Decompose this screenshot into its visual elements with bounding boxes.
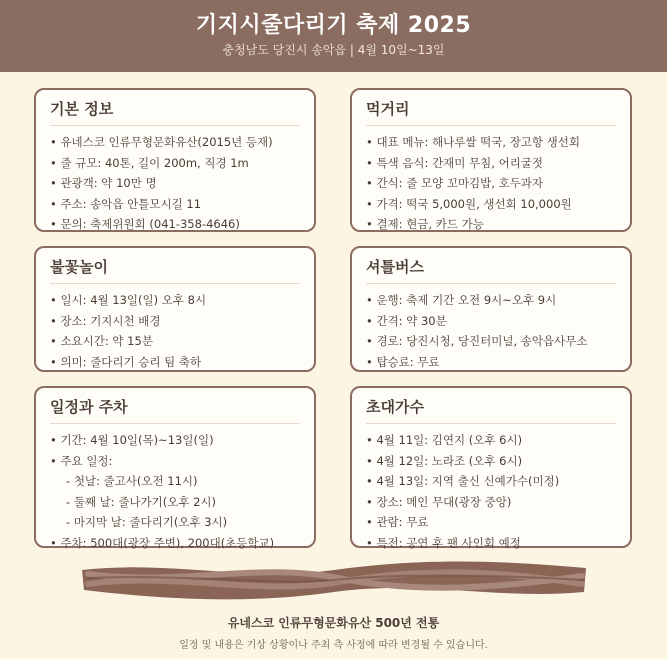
list-item: • 의미: 줄다리기 승리 팀 축하 [50,352,300,373]
fireworks-list [50,290,300,372]
list-item: • 기간: 4월 10일(목)~13일(일) [50,430,300,451]
schedule-list [50,430,300,553]
schedule-parking-card [34,386,316,548]
list-item: • 간격: 약 30분 [366,311,616,332]
list-item: • 4월 11일: 김연지 (오후 6시) [366,430,616,451]
page-footer [0,614,667,651]
list-item: • 특색 음식: 간재미 무침, 어리굴젓 [366,153,616,174]
list-item: • 소요시간: 약 15분 [50,331,300,352]
card-title: 일정과 주차 [50,396,300,424]
sub-list-item: - 마지막 날: 줄다리기(오후 3시) [50,512,300,533]
shuttle-list [366,290,616,372]
card-title: 불꽃놀이 [50,256,300,284]
list-item: • 관람: 무료 [366,512,616,533]
list-item: • 주차: 500대(광장 주변), 200대(초등학교) [50,533,300,554]
list-item: • 경로: 당진시청, 당진터미널, 송악읍사무소 [366,331,616,352]
list-item: • 관광객: 약 10만 명 [50,173,300,194]
card-title: 셔틀버스 [366,256,616,284]
food-list [366,132,616,235]
heritage-tagline: 유네스코 인류무형문화유산 500년 전통 [227,616,440,630]
list-item: • 4월 13일: 지역 출신 신예가수(미정) [366,471,616,492]
guest-singers-card [350,386,632,548]
card-title: 기본 정보 [50,98,300,126]
page-subtitle: 충청남도 당진시 송악읍 | 4월 10일~13일 [222,43,445,57]
list-item: • 특전: 공연 후 팬 사인회 예정 [366,533,616,554]
list-item: • 가격: 떡국 5,000원, 생선회 10,000원 [366,194,616,215]
page-header [0,0,667,72]
sub-list-item: - 둘째 날: 줄나가기(오후 2시) [50,492,300,513]
list-item: • 간식: 줄 모양 꼬마김밥, 호두과자 [366,173,616,194]
list-item: • 결제: 현금, 카드 가능 [366,214,616,235]
change-notice: 일정 및 내용은 기상 상황이나 주최 측 사정에 따라 변경될 수 있습니다. [179,640,488,651]
food-card [350,88,632,232]
list-item: • 주요 일정: [50,451,300,472]
card-title: 초대가수 [366,396,616,424]
sub-list-item: - 첫날: 줄고사(오전 11시) [50,471,300,492]
shuttle-bus-card [350,246,632,372]
list-item: • 장소: 메인 무대(광장 중앙) [366,492,616,513]
list-item: • 일시: 4월 13일(일) 오후 8시 [50,290,300,311]
list-item: • 탑승료: 무료 [366,352,616,373]
list-item: • 줄 규모: 40톤, 길이 200m, 직경 1m [50,153,300,174]
fireworks-card [34,246,316,372]
list-item: • 문의: 축제위원회 (041-358-4646) [50,214,300,235]
list-item: • 유네스코 인류무형문화유산(2015년 등재) [50,132,300,153]
list-item: • 주소: 송악읍 안틀모시길 11 [50,194,300,215]
basic-info-list [50,132,300,235]
tug-of-war-rope-icon [78,556,590,602]
list-item: • 장소: 기지시천 배경 [50,311,300,332]
list-item: • 운행: 축제 기간 오전 9시~오후 9시 [366,290,616,311]
page-title: 기지시줄다리기 축제 2025 [195,13,472,38]
basic-info-card [34,88,316,232]
card-title: 먹거리 [366,98,616,126]
singers-list [366,430,616,553]
list-item: • 대표 메뉴: 해나루쌀 떡국, 장고항 생선회 [366,132,616,153]
list-item: • 4월 12일: 노라조 (오후 6시) [366,451,616,472]
